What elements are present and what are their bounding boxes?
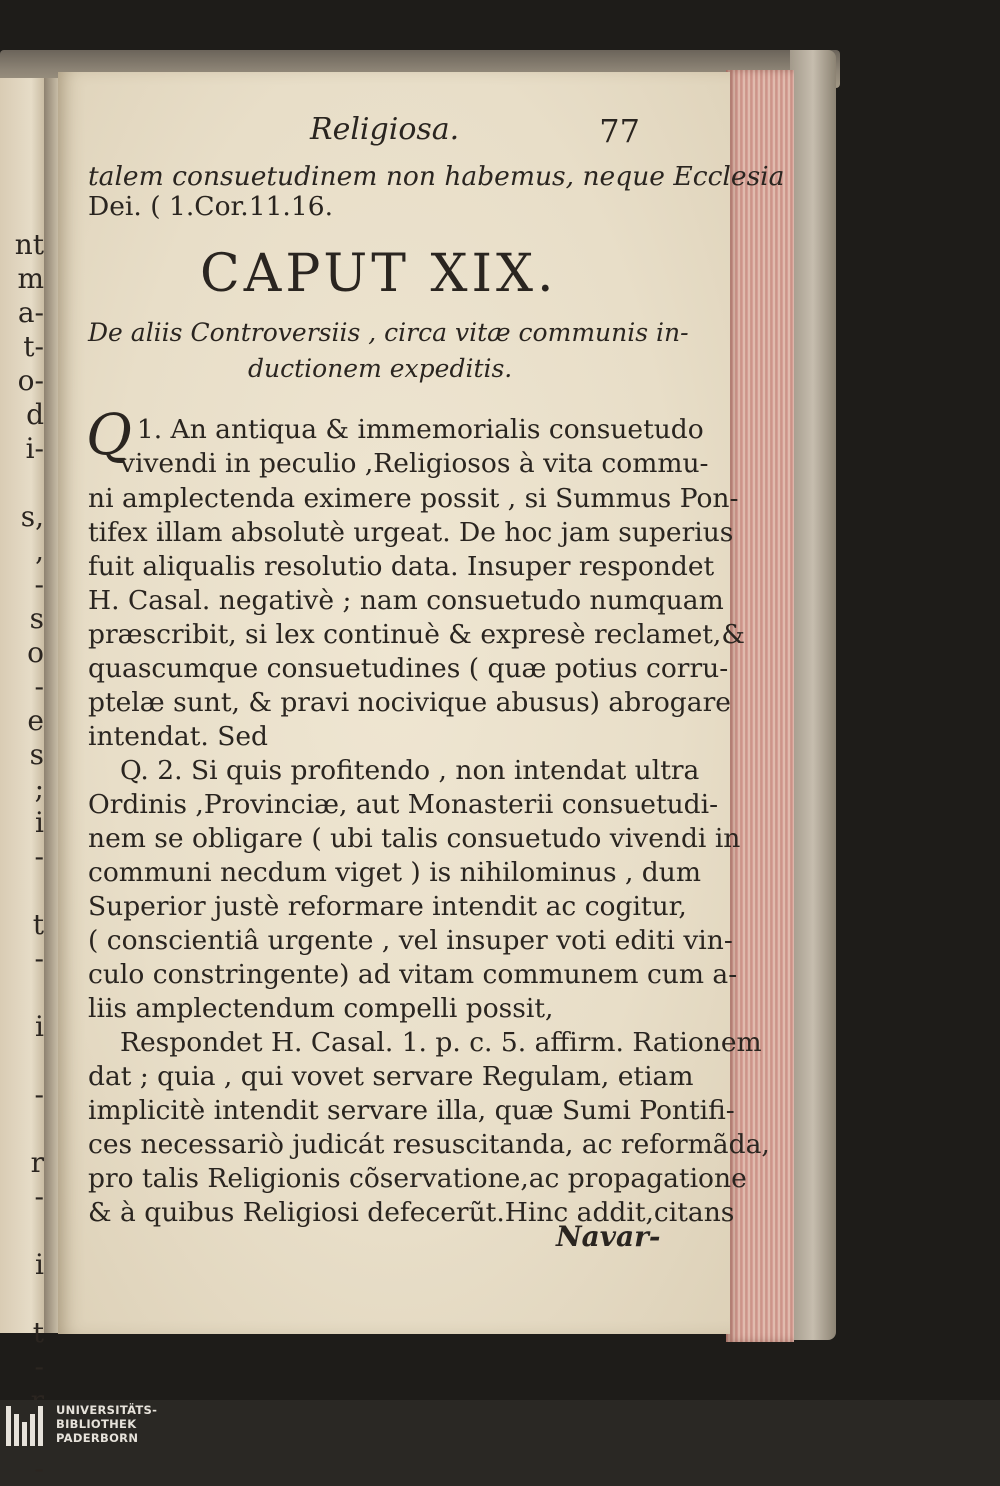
left-page-fragment: s (29, 738, 44, 771)
drop-cap: Q (86, 403, 132, 468)
left-page-fragment: i (35, 1010, 44, 1043)
left-page-fragment: - (34, 670, 44, 703)
left-page-fragment (0, 1214, 44, 1248)
text-line: Dei. ( 1.Cor.11.16. (88, 191, 333, 222)
left-page-fragment: - (34, 1452, 44, 1485)
text-line: Respondet H. Casal. 1. p. c. 5. affirm. Rationem (120, 1027, 762, 1058)
footer-bar (0, 1400, 1000, 1451)
left-page-fragment: - (34, 568, 44, 601)
left-page-fragment: i (35, 806, 44, 839)
book-cover-edge (790, 50, 836, 1340)
text-line: vivendi in peculio ,Religiosos à vita commu- (120, 448, 709, 479)
left-page-fragment: m (17, 262, 44, 295)
chapter-subtitle-line-1: De aliis Controversiis , circa vitæ communis in- (88, 318, 689, 347)
text-line: talem consuetudinem non habemus, neque Ecclesia (88, 161, 785, 192)
running-head: Religiosa. (310, 112, 460, 147)
text-line: liis amplectendum compelli possit, (88, 993, 554, 1024)
chapter-subtitle-line-2: ductionem expeditis. (248, 354, 513, 383)
text-line: intendat. Sed (88, 721, 269, 752)
left-page-fragments (0, 228, 44, 1486)
left-page-fragment: t- (23, 330, 44, 363)
text-line: pro talis Religionis cõservatione,ac propagatione (88, 1163, 747, 1194)
text-line: ptelæ sunt, & pravi nocivique abusus) abrogare (88, 687, 731, 718)
text-line: H. Casal. negativè ; nam consuetudo numquam (88, 585, 724, 616)
library-name-line-1: UNIVERSITÄTS- (56, 1403, 158, 1417)
left-page-fragment: - (34, 840, 44, 873)
left-page-fragment: - (34, 942, 44, 975)
library-name-line-2: BIBLIOTHEK (56, 1417, 137, 1431)
left-page-fragment: r (30, 1146, 44, 1179)
page-number: 77 (599, 112, 640, 150)
library-name-line-3: PADERBORN (56, 1431, 139, 1445)
left-page-fragment: i (35, 1248, 44, 1281)
left-page-fragment (0, 1282, 44, 1316)
text-line: Q. 2. Si quis profitendo , non intendat ultra (120, 755, 700, 786)
left-page-fragment: , (35, 534, 44, 567)
left-page-fragment: o- (17, 364, 44, 397)
text-line: præscribit, si lex continuè & expresè reclamet,& (88, 619, 745, 650)
text-line: implicitè intendit servare illa, quæ Sumi Pontifi- (88, 1095, 735, 1126)
left-page-fragment: o (27, 636, 44, 669)
text-line: & à quibus Religiosi defecerũt.Hinc addit,citans (88, 1197, 735, 1228)
left-page-fragment (0, 1044, 44, 1078)
left-page-fragment (0, 466, 44, 500)
left-page-fragment: s (29, 602, 44, 635)
catchword: Navar- (556, 1220, 661, 1253)
left-page-fragment: t (32, 908, 44, 941)
left-page-fragment: t (32, 1316, 44, 1349)
text-line: culo constringente) ad vitam communem cum a- (88, 959, 738, 990)
text-line: fuit aliqualis resolutio data. Insuper respondet (88, 551, 715, 582)
text-line: ( conscientiâ urgente , vel insuper voti editi vin- (88, 925, 733, 956)
text-line: ces necessariò judicát resuscitanda, ac reformãda, (88, 1129, 770, 1160)
library-logo-icon (6, 1406, 46, 1446)
text-line: Superior justè reformare intendit ac cogitur, (88, 891, 687, 922)
left-page-fragment: i- (25, 432, 44, 465)
text-line: communi necdum viget ) is nihilominus , dum (88, 857, 701, 888)
left-page-fragment (0, 874, 44, 908)
left-page-fragment (0, 976, 44, 1010)
library-name (56, 1403, 157, 1445)
page-header (88, 112, 648, 152)
left-page-fragment: - (34, 1078, 44, 1111)
left-page-fragment: e (27, 704, 44, 737)
text-line: dat ; quia , qui vovet servare Regulam, etiam (88, 1061, 694, 1092)
text-line: Ordinis ,Provinciæ, aut Monasterii consuetudi- (88, 789, 719, 820)
left-page-fragment (0, 1112, 44, 1146)
text-line: quascumque consuetudines ( quæ potius corru- (88, 653, 729, 684)
left-page-fragment: s, (20, 500, 44, 533)
text-line: tifex illam absolutè urgeat. De hoc jam superius (88, 517, 734, 548)
text-line: nem se obligare ( ubi talis consuetudo vivendi in (88, 823, 741, 854)
left-page-fragment: d (26, 398, 44, 431)
left-page-fragment: ; (34, 772, 44, 805)
left-page-fragment: - (34, 1350, 44, 1383)
chapter-title: CAPUT XIX. (200, 244, 558, 304)
text-line: . 1. An antiqua & immemorialis consuetudo (120, 414, 704, 445)
left-page-fragment: a- (17, 296, 44, 329)
left-page-fragment: nt (14, 228, 44, 261)
left-page-fragment: - (34, 1180, 44, 1213)
text-line: ni amplectenda eximere possit , si Summus Pon- (88, 483, 739, 514)
